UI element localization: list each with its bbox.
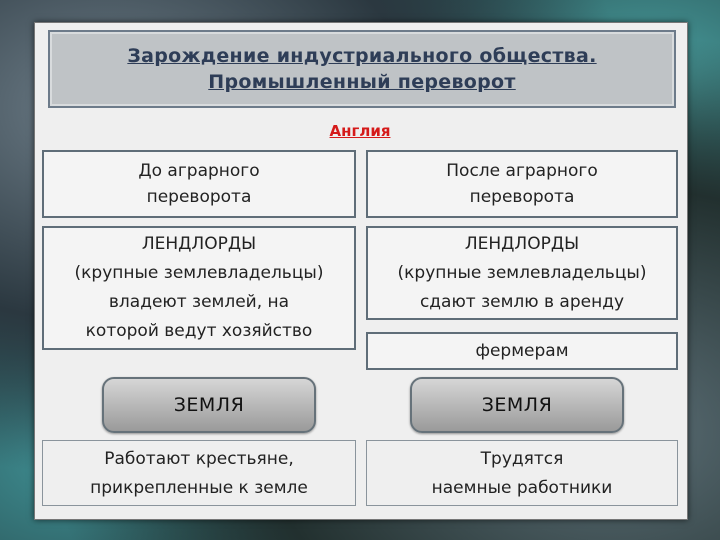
after-header-line-1: После аграрного	[446, 161, 598, 181]
before-workers-line-2: прикрепленные к земле	[90, 478, 308, 498]
country-label: Англия	[329, 122, 391, 140]
after-landlords-title: ЛЕНДЛОРДЫ	[464, 233, 580, 254]
after-land-pill: ЗЕМЛЯ	[410, 377, 624, 433]
before-landlords-line-4: которой ведут хозяйство	[85, 321, 313, 341]
after-workers-line-2: наемные работники	[431, 478, 613, 498]
before-landlords-box	[42, 226, 356, 350]
before-landlords-line-2: (крупные землевладельцы)	[74, 263, 324, 283]
after-reform-header	[366, 150, 678, 218]
title-line-1: Зарождение индустриального общества.	[127, 45, 597, 67]
slide-title-box	[48, 30, 676, 108]
before-landlords-line-3: владеют землей, на	[108, 292, 290, 312]
before-workers-box	[42, 440, 356, 506]
before-workers-line-1: Работают крестьяне,	[104, 449, 294, 469]
after-workers-box	[366, 440, 678, 506]
after-landlords-line-2: (крупные землевладельцы)	[397, 262, 647, 283]
after-header-line-2: переворота	[469, 187, 575, 207]
after-landlords-box	[366, 226, 678, 320]
after-workers-line-1: Трудятся	[480, 449, 564, 469]
title-line-2: Промышленный переворот	[208, 71, 516, 93]
before-header-line-1: До аграрного	[138, 161, 260, 181]
before-land-pill: ЗЕМЛЯ	[102, 377, 316, 433]
before-header-line-2: переворота	[146, 187, 252, 207]
before-reform-header	[42, 150, 356, 218]
after-farmers-box: фермерам	[366, 332, 678, 370]
after-landlords-line-3: сдают землю в аренду	[419, 291, 625, 312]
before-landlords-title: ЛЕНДЛОРДЫ	[141, 234, 257, 254]
